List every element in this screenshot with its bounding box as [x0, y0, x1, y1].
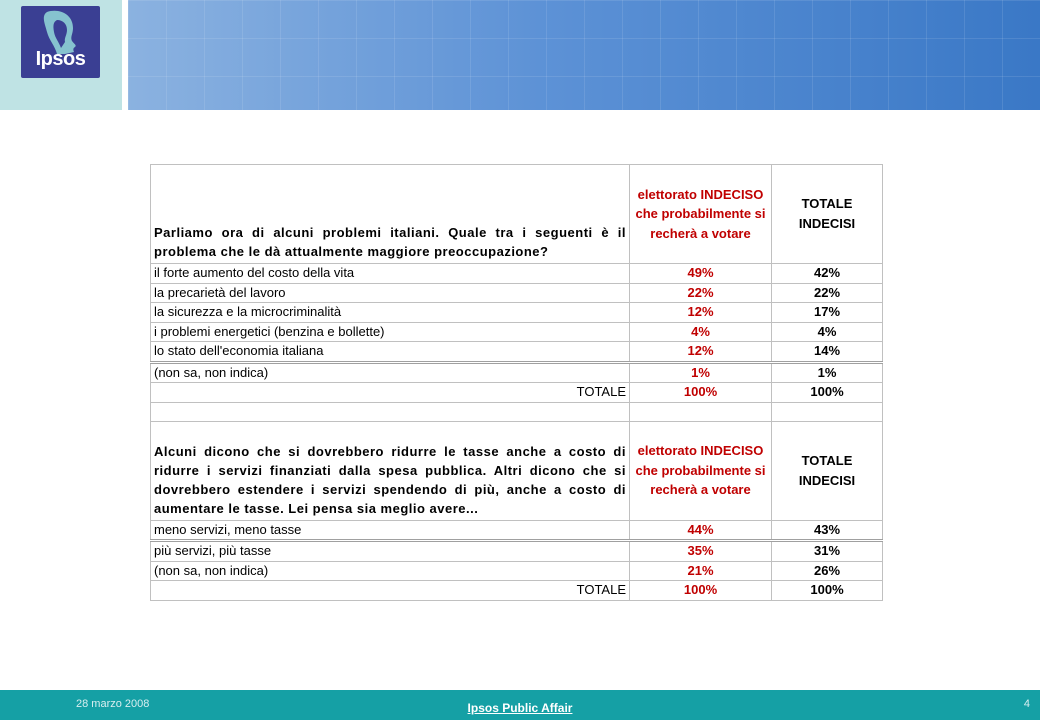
- logo-text: Ipsos: [35, 48, 86, 70]
- total-value-total: 100%: [772, 383, 883, 403]
- row-label: il forte aumento del costo della vita: [151, 264, 630, 284]
- row-value-total: 22%: [772, 283, 883, 303]
- section1-header-undecided-voters: elettorato INDECISO che probabilmente si recherà a votare: [630, 165, 772, 264]
- total-value-undecided: 100%: [630, 581, 772, 601]
- section2-header-total: TOTALE INDECISI: [772, 421, 883, 520]
- ipsos-logo: [21, 6, 100, 78]
- section2-header-undecided-voters: elettorato INDECISO che probabilmente si recherà a votare: [630, 421, 772, 520]
- row-value-undecided: 22%: [630, 283, 772, 303]
- section1-header-total: TOTALE INDECISI: [772, 165, 883, 264]
- footer-bar: [0, 690, 1040, 720]
- header-banner: [128, 0, 1040, 110]
- row-value-total: 26%: [772, 561, 883, 581]
- section2-total-row: [151, 581, 883, 601]
- row-value-total: 42%: [772, 264, 883, 284]
- row-label: lo stato dell'economia italiana: [151, 342, 630, 363]
- row-label: meno servizi, meno tasse: [151, 520, 630, 541]
- total-value-total: 100%: [772, 581, 883, 601]
- row-value-total: 4%: [772, 322, 883, 342]
- table-row: [151, 322, 883, 342]
- row-label: (non sa, non indica): [151, 362, 630, 383]
- row-value-total: 31%: [772, 541, 883, 562]
- table-row: [151, 283, 883, 303]
- row-value-total: 1%: [772, 362, 883, 383]
- table-row: [151, 342, 883, 363]
- row-value-total: 14%: [772, 342, 883, 363]
- row-value-undecided: 35%: [630, 541, 772, 562]
- table-row: [151, 561, 883, 581]
- row-value-undecided: 1%: [630, 362, 772, 383]
- survey-table: [150, 164, 883, 601]
- row-label: più servizi, più tasse: [151, 541, 630, 562]
- row-value-undecided: 12%: [630, 342, 772, 363]
- section1-question: Parliamo ora di alcuni problemi italiani. Quale tra i seguenti è il problema che le dà attualmente maggiore preoccupazione?: [151, 165, 630, 264]
- footer-date: 28 marzo 2008: [76, 698, 150, 710]
- total-value-undecided: 100%: [630, 383, 772, 403]
- banner-grid-pattern: [128, 0, 1040, 110]
- row-value-undecided: 49%: [630, 264, 772, 284]
- row-value-total: 17%: [772, 303, 883, 323]
- spacer-cell: [151, 402, 630, 421]
- section2-header-row: [151, 421, 883, 520]
- total-label: TOTALE: [151, 581, 630, 601]
- spacer-cell: [772, 402, 883, 421]
- total-label: TOTALE: [151, 383, 630, 403]
- row-label: i problemi energetici (benzina e bollette): [151, 322, 630, 342]
- table-row: [151, 520, 883, 541]
- table-row: [151, 264, 883, 284]
- table-row: [151, 362, 883, 383]
- table-row: [151, 303, 883, 323]
- spacer-row: [151, 402, 883, 421]
- row-value-undecided: 44%: [630, 520, 772, 541]
- row-label: (non sa, non indica): [151, 561, 630, 581]
- row-value-undecided: 21%: [630, 561, 772, 581]
- footer-org-link[interactable]: Ipsos Public Affair: [467, 701, 573, 715]
- section2-question: Alcuni dicono che si dovrebbero ridurre le tasse anche a costo di ridurre i servizi finanziati dalla spesa pubblica. Altri dicono che si dovrebbero estendere i servizi spendendo di più, anche a costo di aumentare le tasse. Lei pensa sia meglio avere...: [151, 421, 630, 520]
- logo-panel: [0, 0, 122, 110]
- spacer-cell: [630, 402, 772, 421]
- row-label: la sicurezza e la microcriminalità: [151, 303, 630, 323]
- page-number: 4: [1023, 698, 1030, 710]
- row-value-undecided: 12%: [630, 303, 772, 323]
- section1-total-row: [151, 383, 883, 403]
- row-label: la precarietà del lavoro: [151, 283, 630, 303]
- table-row: [151, 541, 883, 562]
- row-value-undecided: 4%: [630, 322, 772, 342]
- row-value-total: 43%: [772, 520, 883, 541]
- section1-header-row: [151, 165, 883, 264]
